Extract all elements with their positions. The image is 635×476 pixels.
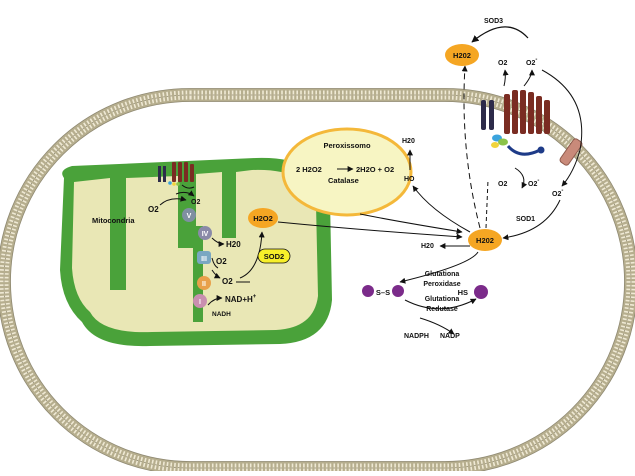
glut-red-1: Glutationa <box>424 296 460 303</box>
svg-text:III: III <box>201 256 207 263</box>
svg-text:II: II <box>202 281 206 288</box>
sod1-label: SOD1 <box>516 216 536 223</box>
cytosol-h20-low: H20 <box>421 243 434 250</box>
peroxisome-enzyme: Catalase <box>328 176 359 185</box>
receptor-o2-minus: O2- <box>528 178 540 188</box>
cytosol-h20-top: H20 <box>402 138 415 145</box>
svg-text:I: I <box>199 299 201 306</box>
mito-o2-low: O2 <box>222 277 233 286</box>
cytosol-ho: HO <box>404 176 415 183</box>
sod2-label: SOD2 <box>263 252 285 261</box>
mito-h2o2-label: H2O2 <box>253 214 273 223</box>
complex-i <box>193 294 207 308</box>
peroxisome-reactant: 2 H2O2 <box>296 165 322 174</box>
peroxisome-product: 2H2O + O2 <box>356 165 395 174</box>
complex-iii <box>197 251 211 264</box>
receptor-o2: O2 <box>498 181 508 188</box>
mito-o2-left: O2 <box>148 205 159 214</box>
mito-h2o: H20 <box>226 240 241 249</box>
cytosol-o2-minus: O2- <box>552 188 564 198</box>
cytosol-h2o2-label: H202 <box>476 236 494 245</box>
mitochondria-label: Mitocondria <box>92 216 135 225</box>
hs-label: HS <box>457 288 468 297</box>
peroxisome-title: Peroxissomo <box>323 141 371 150</box>
complex-v <box>182 208 196 222</box>
glut-red-2: Redutase <box>426 306 458 313</box>
mito-nadh: NADH <box>212 311 231 318</box>
complex-ii <box>197 276 211 290</box>
svg-text:IV: IV <box>201 231 209 238</box>
sod3-label: SOD3 <box>484 18 504 25</box>
extracellular-h2o2-label: H202 <box>453 51 471 60</box>
nadph-label: NADPH <box>404 333 429 340</box>
extracellular-o2-minus: O2- <box>526 57 538 67</box>
glut-perox-2: Peroxidase <box>423 281 461 288</box>
ss-label: S–S <box>375 288 391 297</box>
mito-o2-top: O2 <box>191 199 201 206</box>
nadp-label: NADP <box>440 333 460 340</box>
svg-text:V: V <box>186 213 192 220</box>
mito-nad: NAD+H+ <box>225 294 257 304</box>
complex-iv <box>198 226 212 240</box>
glut-perox-1: Glutationa <box>424 271 460 278</box>
extracellular-o2: O2 <box>498 60 508 67</box>
mito-o2-mid: O2 <box>216 257 227 266</box>
